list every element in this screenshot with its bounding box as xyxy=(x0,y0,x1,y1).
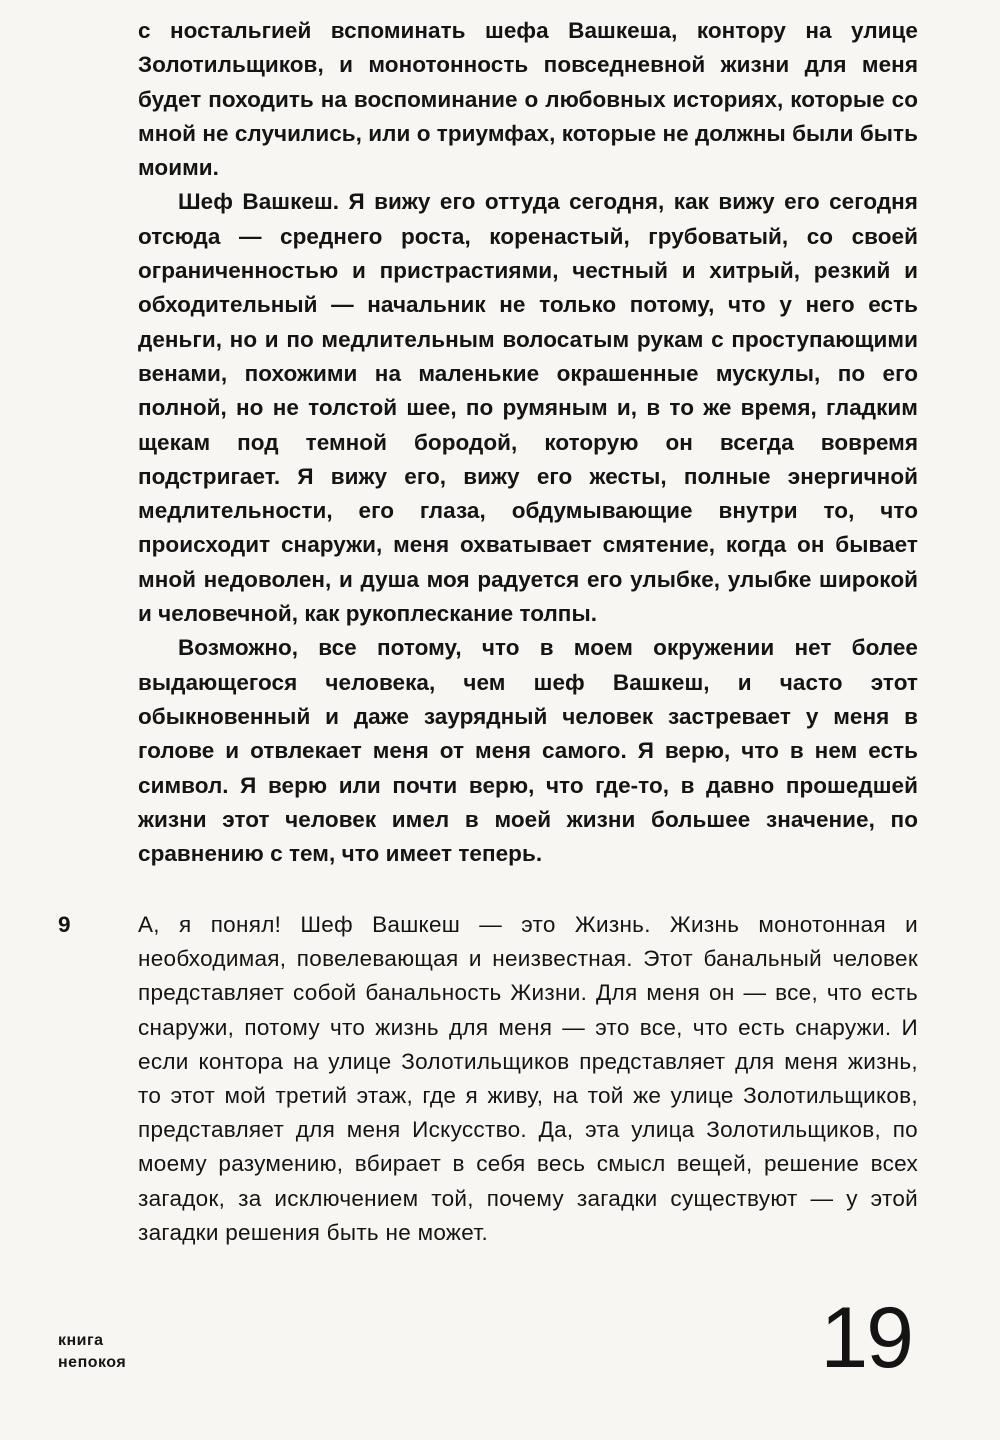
paragraph: Шеф Вашкеш. Я вижу его оттуда сегодня, как вижу его сегодня отсюда — среднего роста, коренастый, грубоватый, со своей ограниченностью и пристрастиями, честный и хитрый, резкий и обходительный — начальник не только потому, что у него есть деньги, но и по медлительным волосатым рукам с проступающими венами, похожими на маленькие окрашенные мускулы, по его полной, но не толстой шее, по румяным и, в то же время, гладким щекам под темной бородой, которую он всегда вовремя подстригает. Я вижу его, вижу его жесты, полные энергичной медлительности, его глаза, обдумывающие внутри то, что происходит снаружи, меня охватывает смятение, когда он бывает мной недоволен, и душа моя радуется его улыбке, улыбке широкой и человечной, как рукоплескание толпы. xyxy=(138,189,918,627)
paragraph: Возможно, все потому, что в моем окружении нет более выдающегося человека, чем шеф Вашкеш, и часто этот обыкновенный и даже заурядный человек застревает у меня в голове и отвлекает меня от меня самого. Я верю, что в нем есть символ. Я верю или почти верю, что где-то, в давно прошедшей жизни этот человек имел в моей жизни большее значение, по сравнению с тем, что имеет теперь. xyxy=(138,635,918,867)
book-title-line-1: книга xyxy=(58,1332,104,1349)
page-number: 19 xyxy=(820,1290,912,1386)
paragraph: А, я понял! Шеф Вашкеш — это Жизнь. Жизнь монотонная и необходимая, повелевающая и неизвестная. Этот банальный человек представляет собой банальность Жизни. Для меня он — все, что есть снаружи, потому что жизнь для меня — это все, что есть снаружи. И если контора на улице Золотильщиков представляет для меня жизнь, то этот мой третий этаж, где я живу, на той же улице Золотильщиков, представляет для меня Искусство. Да, эта улица Золотильщиков, по моему разумению, вбирает в себя весь смысл вещей, решение всех загадок, за исключением той, почему загадки существуют — у этой загадки решения быть не может. xyxy=(138,912,918,1245)
section-8-body xyxy=(138,14,918,871)
paragraph: с ностальгией вспоминать шефа Вашкеша, контору на улице Золотильщиков, и монотонность повседневной жизни для меня будет походить на воспоминание о любовных историях, которые со мной не случились, или о триумфах, которые не должны были быть моими. xyxy=(138,18,918,181)
book-title-line-2: непокоя xyxy=(58,1354,127,1371)
book-title-footer xyxy=(58,1330,126,1374)
section-number: 9 xyxy=(58,912,71,937)
section-9-body xyxy=(138,908,918,1250)
